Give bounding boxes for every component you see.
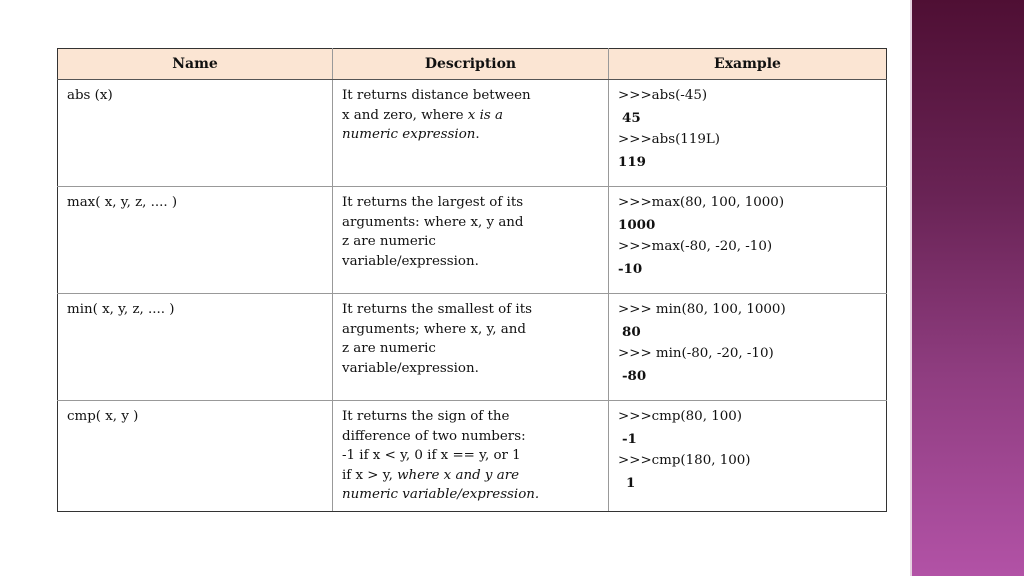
- example-code: >>>cmp(180, 100): [618, 453, 751, 468]
- example-code: >>>max(80, 100, 1000): [618, 195, 785, 210]
- desc-line: x and zero, where: [342, 107, 468, 123]
- desc-line: It returns the sign of the: [342, 409, 510, 424]
- decorative-side-bar: [912, 0, 1024, 576]
- desc-line: difference of two numbers:: [342, 428, 526, 444]
- example-code: >>>abs(-45): [618, 88, 708, 103]
- example-code: >>>max(-80, -20, -10): [618, 239, 773, 254]
- desc-line: -1 if x < y, 0 if x == y, or 1: [342, 448, 521, 463]
- cell-example: [609, 187, 887, 294]
- desc-line: variable/expression.: [342, 360, 479, 376]
- example-output: 119: [618, 154, 646, 170]
- table-row-min: [58, 294, 887, 401]
- cell-name: min( x, y, z, .... ): [58, 294, 333, 401]
- desc-line: .: [475, 127, 480, 142]
- desc-line: It returns distance between: [342, 88, 531, 103]
- example-code: >>> min(80, 100, 1000): [618, 302, 786, 317]
- cell-example: [609, 401, 887, 512]
- desc-line: variable/expression.: [342, 253, 479, 269]
- cell-description: [333, 187, 609, 294]
- desc-italic: numeric variable/expression.: [342, 487, 540, 502]
- table-row-abs: [58, 80, 887, 187]
- example-output: 1: [626, 475, 636, 491]
- example-output: 1000: [618, 217, 656, 233]
- desc-italic: where x and y are: [397, 467, 520, 483]
- cell-name: abs (x): [58, 80, 333, 187]
- header-example: Example: [609, 49, 887, 80]
- table-row-cmp: [58, 401, 887, 512]
- header-row: [58, 49, 887, 80]
- example-output: -10: [618, 261, 643, 277]
- header-name: Name: [58, 49, 333, 80]
- desc-line: It returns the largest of its: [342, 195, 524, 210]
- example-code: >>> min(-80, -20, -10): [618, 346, 774, 361]
- desc-line: z are numeric: [342, 341, 436, 356]
- example-output: -1: [622, 431, 637, 447]
- cell-description: [333, 80, 609, 187]
- example-output: 80: [622, 324, 641, 340]
- cell-name: cmp( x, y ): [58, 401, 333, 512]
- desc-line: arguments; where x, y, and: [342, 321, 526, 337]
- example-output: -80: [622, 368, 647, 384]
- example-code: >>>cmp(80, 100): [618, 409, 742, 424]
- table-row-max: [58, 187, 887, 294]
- cell-description: [333, 294, 609, 401]
- cell-description: [333, 401, 609, 512]
- functions-table: [57, 48, 887, 512]
- example-code: >>>abs(119L): [618, 132, 720, 147]
- header-description: Description: [333, 49, 609, 80]
- desc-italic: x is a: [467, 107, 503, 123]
- desc-line: if x > y,: [342, 467, 398, 483]
- cell-name: max( x, y, z, .... ): [58, 187, 333, 294]
- cell-example: [609, 80, 887, 187]
- desc-line: arguments: where x, y and: [342, 214, 524, 230]
- desc-line: It returns the smallest of its: [342, 302, 532, 317]
- desc-italic: numeric expression: [342, 127, 476, 142]
- cell-example: [609, 294, 887, 401]
- example-output: 45: [622, 110, 641, 126]
- desc-line: z are numeric: [342, 234, 436, 249]
